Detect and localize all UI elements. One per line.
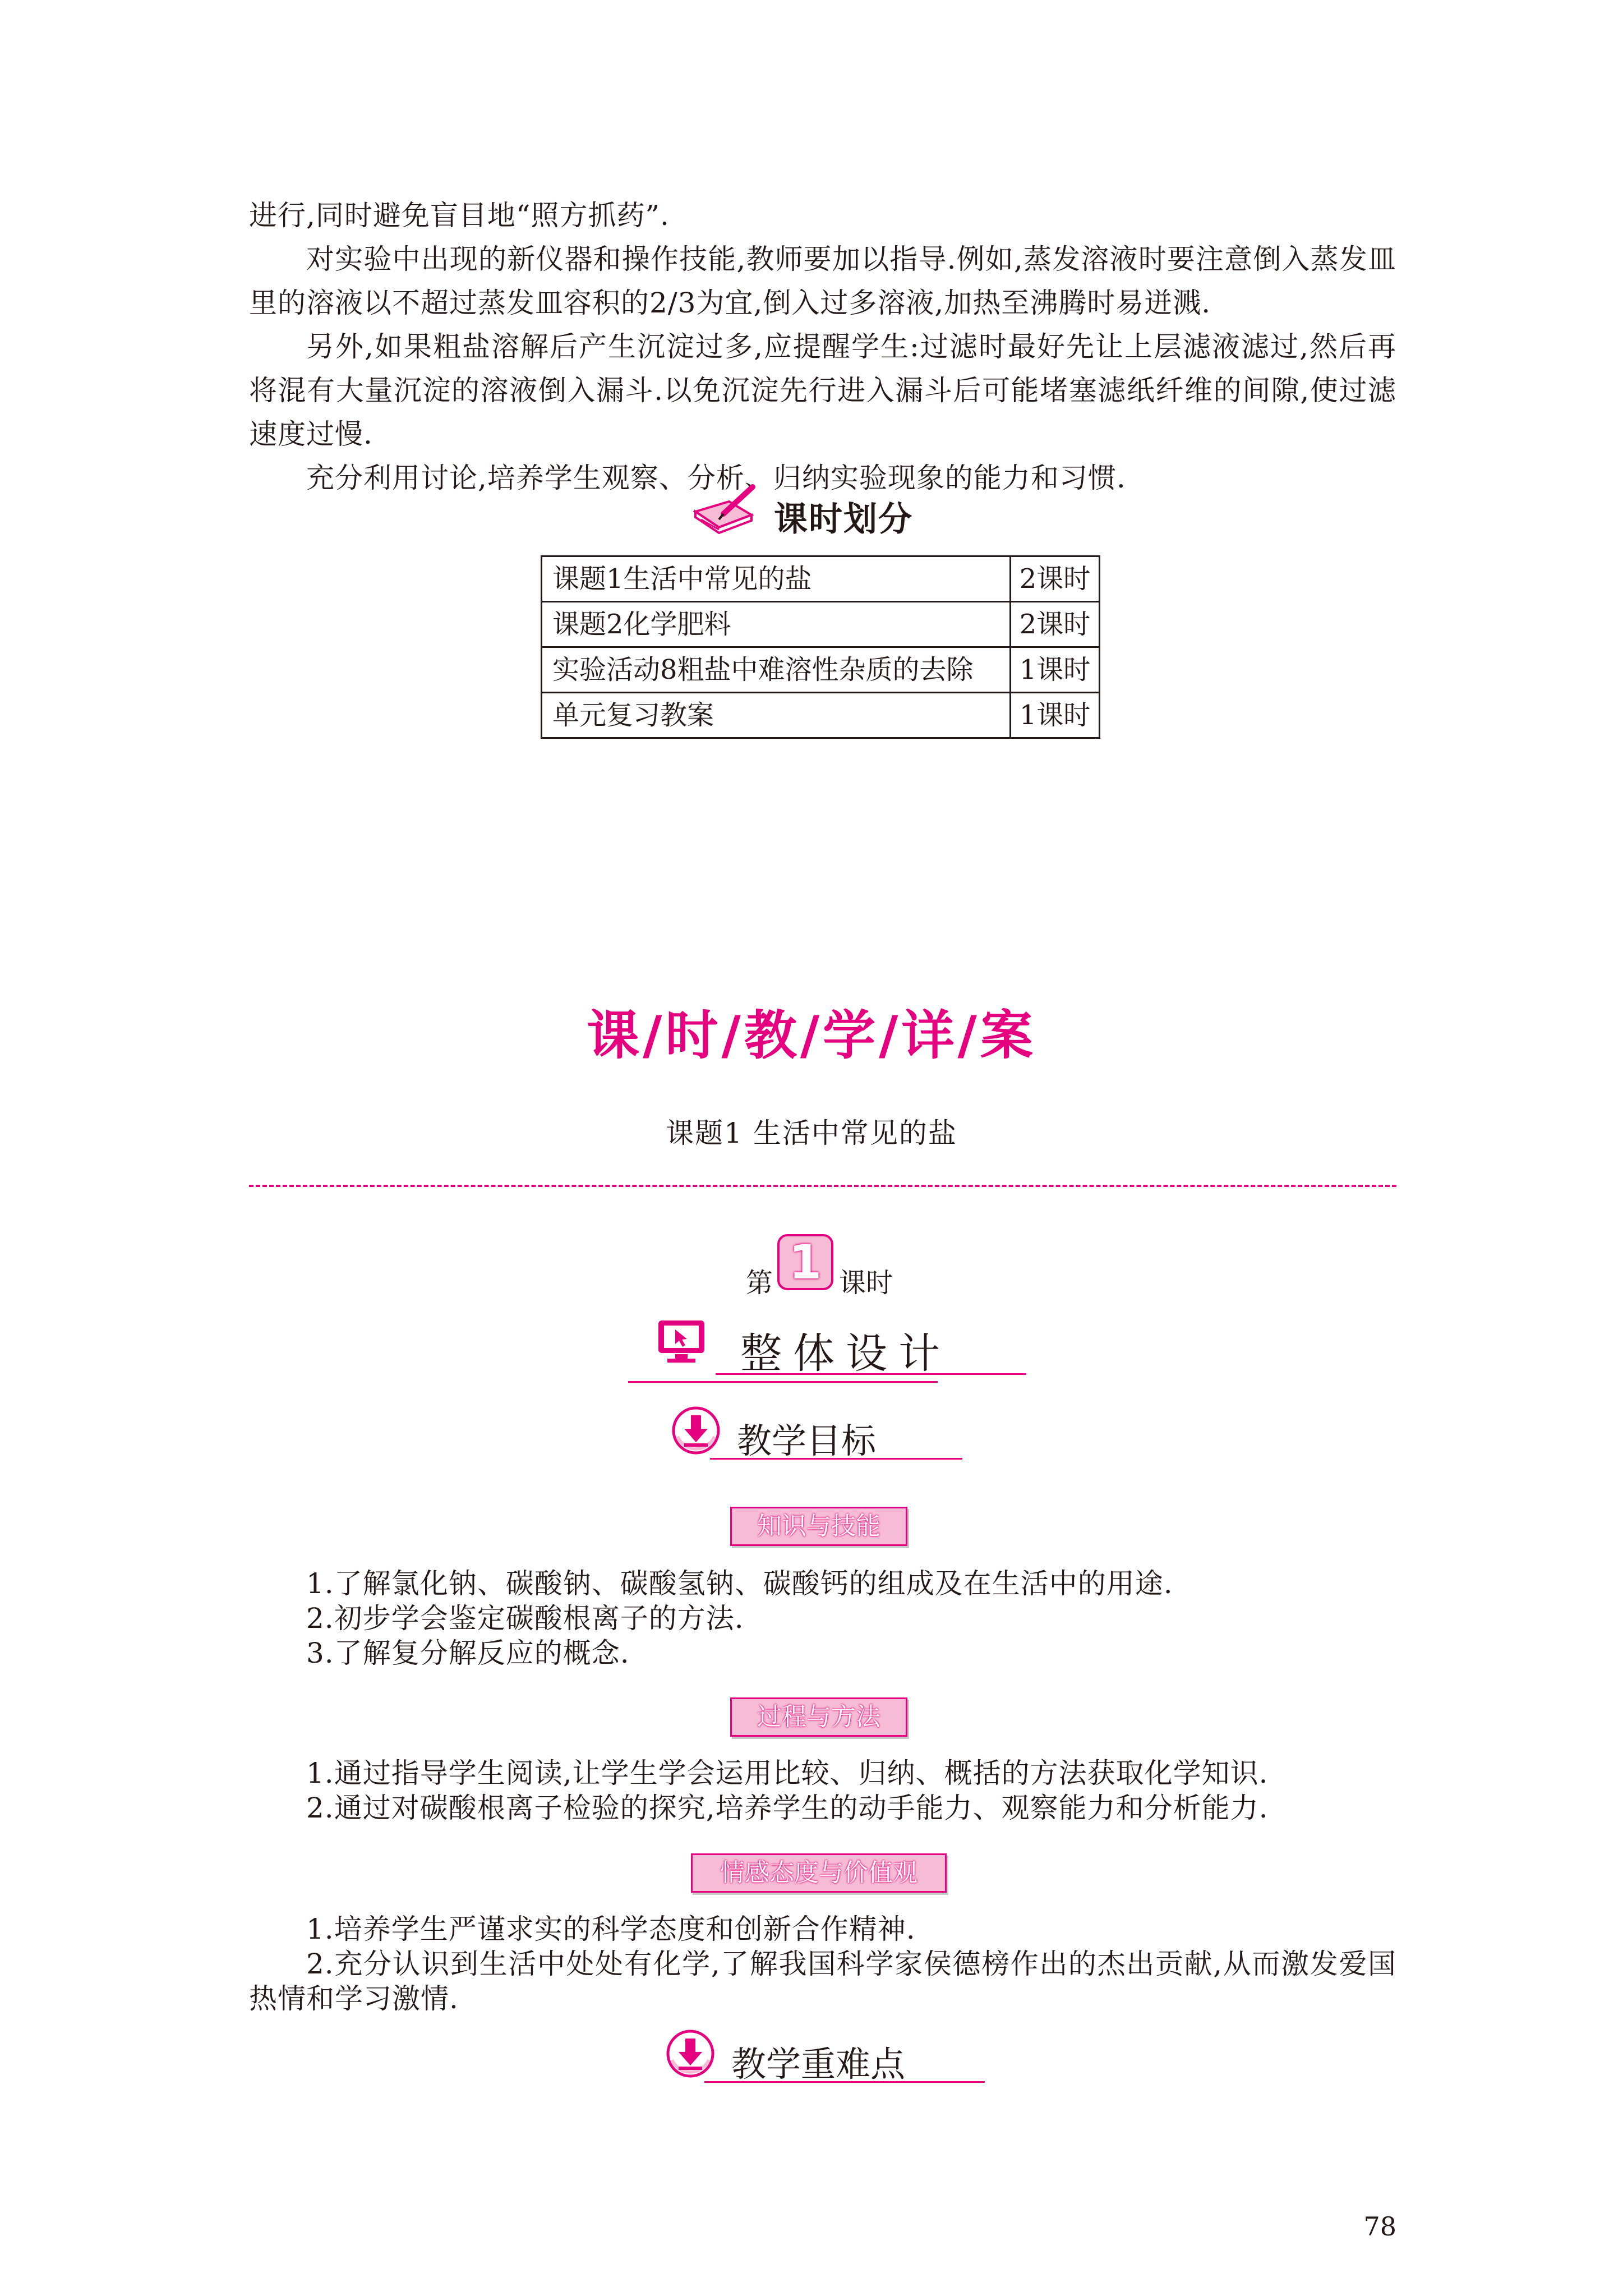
table-row (542, 602, 1100, 647)
list-item: 2.充分认识到生活中处处有化学,了解我国科学家侯德榜作出的杰出贡献,从而激发爱国热情和学习激情. (249, 1948, 1396, 2015)
teaching-goals-heading (671, 1405, 962, 1461)
intro-paragraph-1: 进行,同时避免盲目地“照方抓药”. (249, 199, 670, 232)
list-item: 1.培养学生严谨求实的科学态度和创新合作精神. (306, 1913, 916, 1945)
download-arrow-icon (665, 2028, 716, 2079)
table-cell-hours: 2课时 (1011, 556, 1100, 602)
teaching-goals-title: 教学目标 (737, 1420, 877, 1461)
overall-design-title: 整体设计 (740, 1329, 951, 1378)
period-table (541, 555, 1100, 739)
key-points-heading (665, 2028, 990, 2085)
goal-group-label: 情感态度与价值观 (691, 1853, 947, 1893)
goal-group-label: 知识与技能 (730, 1507, 907, 1546)
lesson-number: 1 (789, 1235, 822, 1290)
main-title: 课/时/教/学/详/案 (587, 1005, 1036, 1066)
intro-paragraph-3: 另外,如果粗盐溶解后产生沉淀过多,应提醒学生:过滤时最好先让上层滤液滤过,然后再将混有大量沉淀的溶液倒入漏斗.以免沉淀先行进入漏斗后可能堵塞滤纸纤维的间隙,使过滤速度过慢. (249, 330, 1396, 450)
monitor-cursor-icon (656, 1318, 712, 1365)
list-item: 2.通过对碳酸根离子检验的探究,培养学生的动手能力、观察能力和分析能力. (306, 1792, 1269, 1824)
table-cell-hours: 2课时 (1011, 602, 1100, 647)
intro-paragraph-2: 对实验中出现的新仪器和操作技能,教师要加以指导.例如,蒸发溶液时要注意倒入蒸发皿里的溶液以不超过蒸发皿容积的2/3为宜,倒入过多溶液,加热至沸腾时易迸溅. (249, 243, 1396, 319)
list-item: 1.通过指导学生阅读,让学生学会运用比较、归纳、概括的方法获取化学知识. (306, 1757, 1269, 1789)
notebook-pencil-icon (690, 482, 763, 539)
goal-group-list (249, 1912, 1396, 2016)
table-cell-topic: 实验活动8粗盐中难溶性杂质的去除 (542, 647, 1011, 693)
key-points-title: 教学重难点 (731, 2044, 906, 2085)
page-number: 78 (1363, 2211, 1396, 2242)
period-section-title: 课时划分 (774, 500, 913, 539)
lesson-suffix: 课时 (839, 1267, 893, 1299)
goal-group-label: 过程与方法 (730, 1697, 907, 1737)
heading-underline (710, 1458, 962, 1460)
heading-underline (628, 1381, 938, 1383)
table-cell-hours: 1课时 (1011, 647, 1100, 693)
table-cell-hours: 1课时 (1011, 693, 1100, 738)
list-item: 2.初步学会鉴定碳酸根离子的方法. (306, 1602, 744, 1635)
intro-paragraph-4: 充分利用讨论,培养学生观察、分析、归纳实验现象的能力和习惯. (306, 462, 1126, 494)
lesson-number-badge (777, 1234, 833, 1290)
heading-underline (716, 1373, 1026, 1375)
dashed-divider (249, 1185, 1396, 1187)
lesson-prefix: 第 (746, 1267, 773, 1299)
lesson-subtitle: 课题1 生活中常见的盐 (666, 1117, 957, 1149)
table-row (542, 693, 1100, 738)
lesson-number-heading (740, 1234, 909, 1299)
heading-underline (704, 2081, 985, 2083)
list-item: 1.了解氯化钠、碳酸钠、碳酸氢钠、碳酸钙的组成及在生活中的用途. (306, 1567, 1173, 1600)
goal-group-list (249, 1566, 1396, 1671)
table-cell-topic: 单元复习教案 (542, 693, 1011, 738)
table-cell-topic: 课题2化学肥料 (542, 602, 1011, 647)
period-section-heading (690, 482, 937, 539)
table-row (542, 647, 1100, 693)
download-arrow-icon (671, 1405, 721, 1456)
list-item: 3.了解复分解反应的概念. (306, 1637, 630, 1669)
table-row (542, 556, 1100, 602)
goal-group-list (249, 1756, 1396, 1825)
overall-design-heading (628, 1313, 1026, 1386)
table-cell-topic: 课题1生活中常见的盐 (542, 556, 1011, 602)
